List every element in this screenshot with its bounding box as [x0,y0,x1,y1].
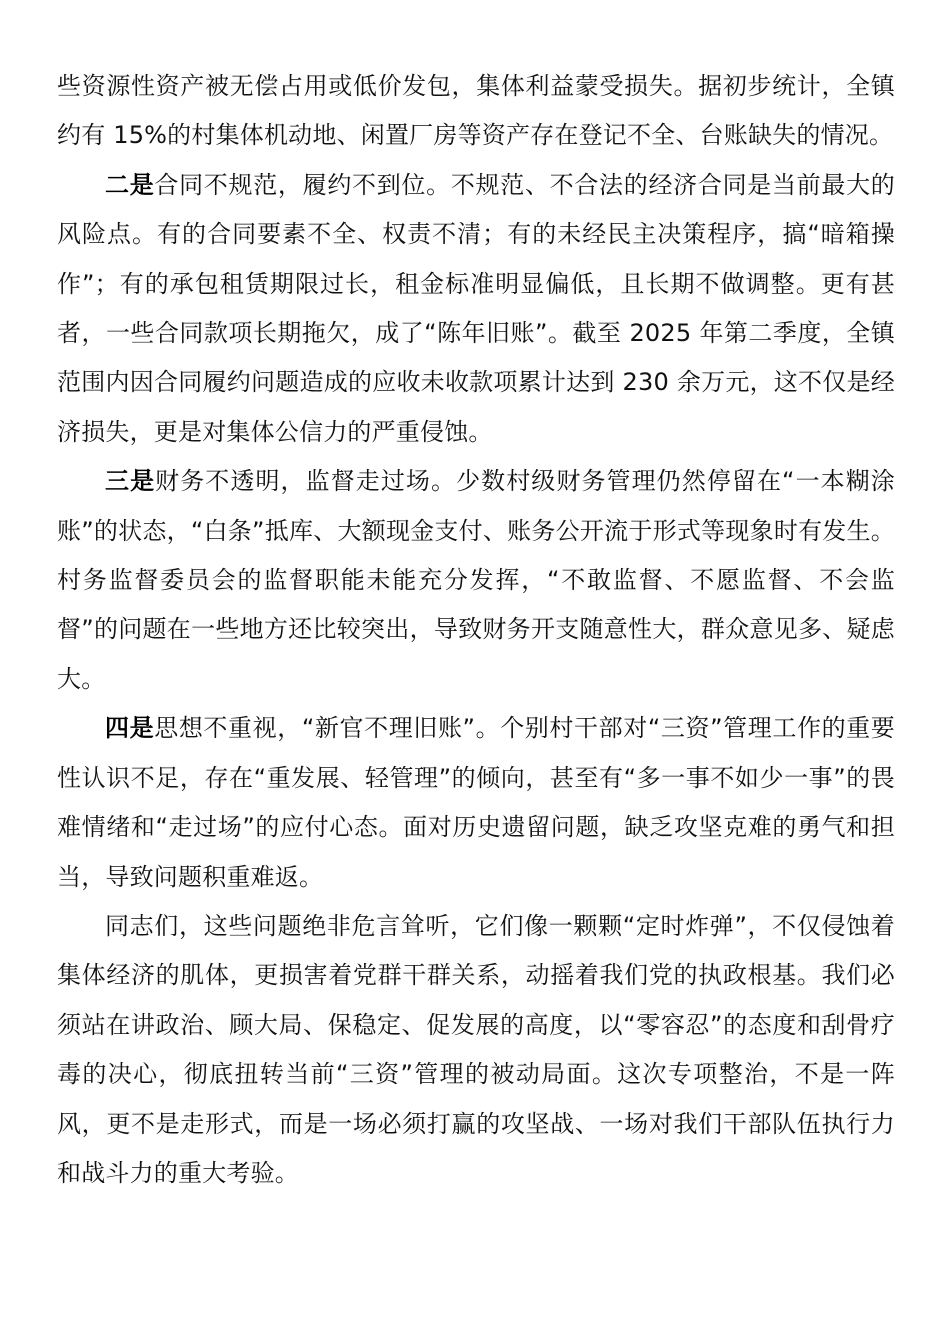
paragraph-text: 财务不透明，监督走过场。少数村级财务管理仍然停留在“一本糊涂账”的状态，“白条”抵库、大额现金支付、账务公开流于形式等现象时有发生。村务监督委员会的监督职能未能充分发挥，“不敢监督、不愿监督、不会监督”的问题在一些地方还比较突出，导致财务开支随意性大，群众意见多、疑虑大。 [57,467,895,693]
paragraph-conclusion [57,902,895,1198]
document-body [57,62,895,1198]
paragraph-text: 同志们，这些问题绝非危言耸听，它们像一颗颗“定时炸弹”，不仅侵蚀着集体经济的肌体，更损害着党群干群关系，动摇着我们党的执政根基。我们必须站在讲政治、顾大局、保稳定、促发展的高度，以“零容忍”的态度和刮骨疗毒的决心，彻底扭转当前“三资”管理的被动局面。这次专项整治，不是一阵风，更不是走形式，而是一场必须打赢的攻坚战、一场对我们干部队伍执行力和战斗力的重大考验。 [57,911,895,1187]
paragraph-continuation [57,62,895,161]
paragraph-lead: 四是 [105,714,155,743]
paragraph-text: 合同不规范，履约不到位。不规范、不合法的经济合同是当前最大的风险点。有的合同要素不全、权责不清；有的未经民主决策程序，搞“暗箱操作”；有的承包租赁期限过长，租金标准明显偏低，且长期不做调整。更有甚者，一些合同款项长期拖欠，成了“陈年旧账”。截至 2025 年第二季度，全镇范围内因合同履约问题造成的应收未收款项累计达到 230 余万元，这不仅是经济损失，更是对集体公信力的严重侵蚀。 [57,170,895,446]
paragraph-point-two [57,161,895,457]
paragraph-point-four [57,704,895,902]
paragraph-lead: 二是 [105,170,155,199]
paragraph-text: 思想不重视，“新官不理旧账”。个别村干部对“三资”管理工作的重要性认识不足，存在“重发展、轻管理”的倾向，甚至有“多一事不如少一事”的畏难情绪和“走过场”的应付心态。面对历史遗留问题，缺乏攻坚克难的勇气和担当，导致问题积重难返。 [57,714,895,891]
paragraph-point-three [57,457,895,704]
paragraph-text: 些资源性资产被无偿占用或低价发包，集体利益蒙受损失。据初步统计，全镇约有 15%的村集体机动地、闲置厂房等资产存在登记不全、台账缺失的情况。 [57,72,895,150]
paragraph-lead: 三是 [105,467,156,496]
